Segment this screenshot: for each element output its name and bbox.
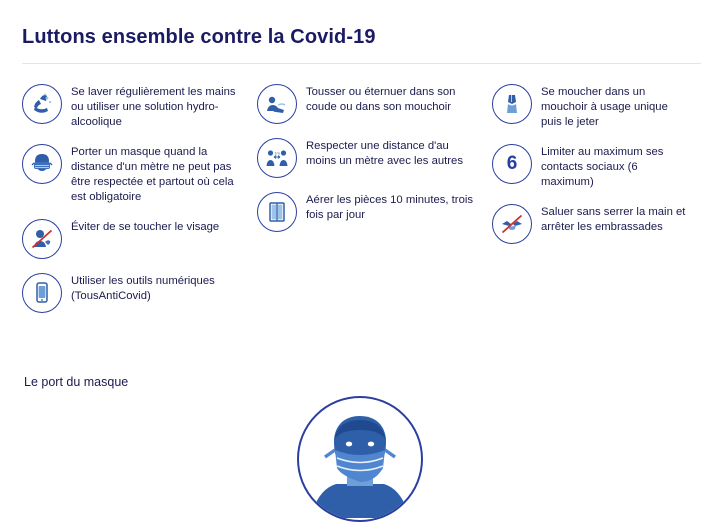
tissue-icon	[492, 84, 532, 124]
list-item	[492, 204, 701, 244]
window-airing-icon	[257, 192, 297, 232]
handwash-icon	[22, 84, 62, 124]
no-face-touch-icon	[22, 219, 62, 259]
list-item	[22, 219, 257, 259]
list-item-label: Porter un masque quand la distance d'un mètre ne peut pas être respectée et partout où cela est obligatoire	[71, 146, 234, 204]
list-item-label: Éviter de se toucher le visage	[71, 221, 220, 234]
mask-figure	[297, 396, 423, 522]
list-item-label: Tousser ou éternuer dans son coude ou dans son mouchoir	[306, 86, 456, 114]
list-item	[492, 84, 701, 130]
list-item	[257, 84, 492, 124]
guidelines-column-2	[257, 84, 492, 327]
list-item-label: Aérer les pièces 10 minutes, trois fois par jour	[306, 194, 474, 222]
title-divider	[22, 63, 701, 64]
number-six-icon	[492, 144, 532, 184]
distance-meter-icon	[257, 138, 297, 178]
list-item	[257, 192, 492, 232]
list-item-label: Respecter une distance d'au moins un mètre avec les autres	[306, 140, 463, 168]
list-item-label: Se moucher dans un mouchoir à usage unique puis le jeter	[541, 86, 668, 129]
list-item	[22, 273, 257, 313]
list-item	[492, 144, 701, 190]
number-six-label: 6	[506, 153, 518, 175]
mask-section-label: Le port du masque	[24, 375, 129, 389]
list-item	[22, 84, 257, 130]
list-item	[22, 144, 257, 205]
smartphone-app-icon	[22, 273, 62, 313]
guidelines-column-1	[22, 84, 257, 327]
list-item-label: Utiliser les outils numériques (TousAntiCovid)	[71, 275, 215, 303]
person-wearing-mask-icon	[297, 396, 423, 522]
list-item-label: Se laver régulièrement les mains ou utiliser une solution hydro-alcoolique	[71, 86, 236, 129]
mask-face-icon	[22, 144, 62, 184]
list-item-label: Saluer sans serrer la main et arrêter les embrassades	[541, 206, 686, 234]
guidelines-column-3	[492, 84, 701, 327]
list-item-label: Limiter au maximum ses contacts sociaux (6 maximum)	[541, 146, 664, 189]
no-handshake-icon	[492, 204, 532, 244]
list-item	[257, 138, 492, 178]
cough-elbow-icon	[257, 84, 297, 124]
svg-text:1m: 1m	[274, 150, 280, 156]
guidelines-columns	[22, 84, 701, 327]
page-title: Luttons ensemble contre la Covid-19	[22, 26, 376, 48]
